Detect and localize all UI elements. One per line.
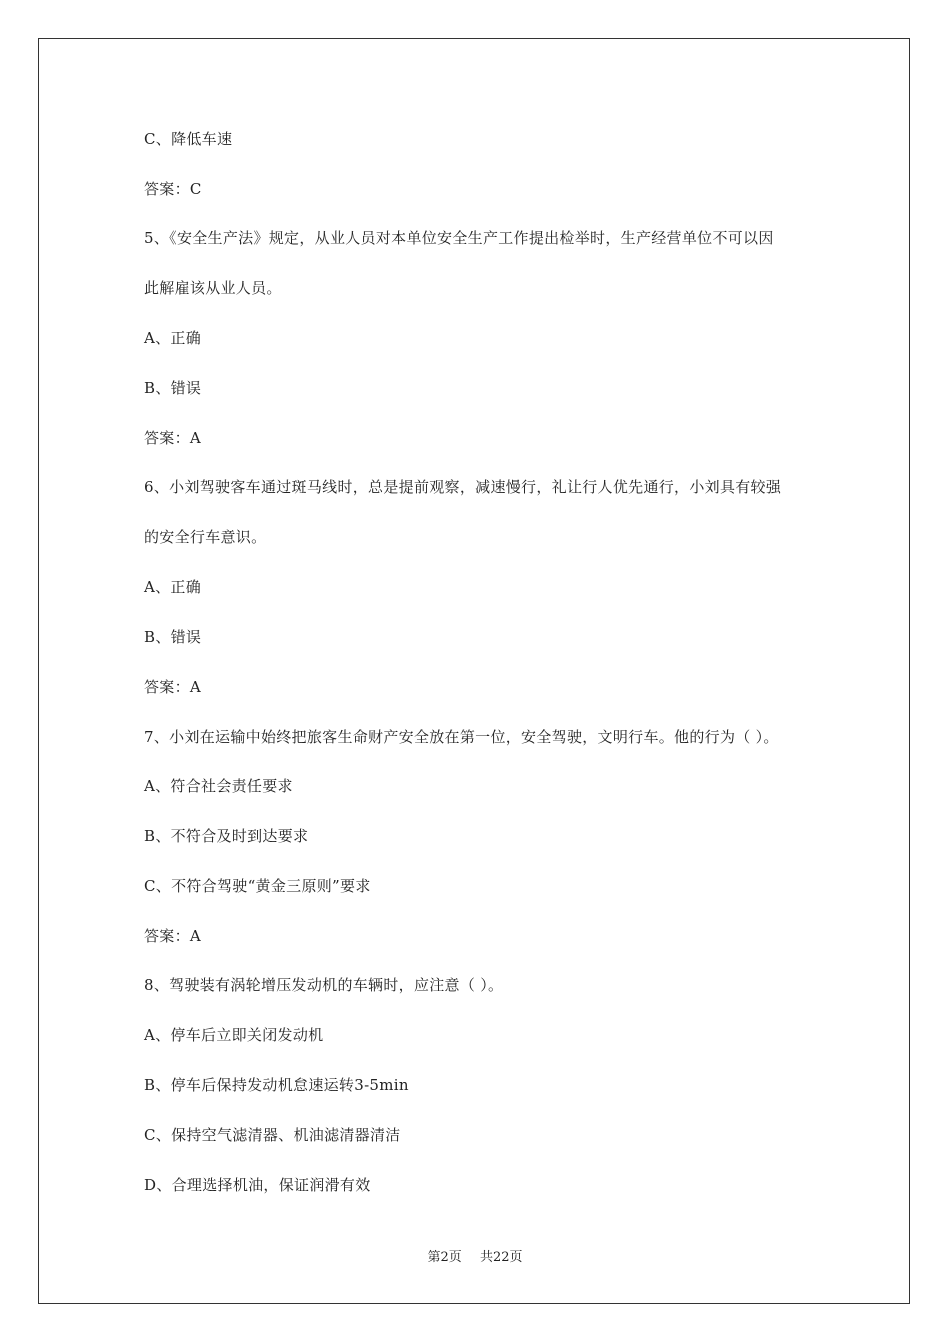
question-8: 8、驾驶装有涡轮增压发动机的车辆时，应注意（ ）。 — [144, 976, 504, 994]
option-a: A、正确 — [144, 578, 202, 596]
question-6-cont: 的安全行车意识。 — [144, 528, 267, 546]
option-c: C、不符合驾驶“黄金三原则”要求 — [144, 877, 371, 895]
question-5-cont: 此解雇该从业人员。 — [144, 279, 282, 297]
option-b: B、错误 — [144, 379, 202, 397]
answer: 答案：A — [144, 678, 202, 696]
option-c: C、降低车速 — [144, 130, 233, 148]
option-a: A、停车后立即关闭发动机 — [144, 1026, 324, 1044]
page-total: 共22页 — [479, 1250, 523, 1265]
page-number: 第2页 — [427, 1250, 462, 1265]
answer: 答案：A — [144, 927, 202, 945]
option-c: C、保持空气滤清器、机油滤清器清洁 — [144, 1126, 401, 1144]
option-d: D、合理选择机油，保证润滑有效 — [144, 1176, 371, 1194]
answer: 答案：C — [144, 180, 202, 198]
answer: 答案：A — [144, 429, 202, 447]
question-5: 5、《安全生产法》规定，从业人员对本单位安全生产工作提出检举时，生产经营单位不可以因 — [144, 229, 774, 247]
option-a: A、符合社会责任要求 — [144, 777, 293, 795]
option-a: A、正确 — [144, 329, 202, 347]
option-b: B、错误 — [144, 628, 202, 646]
question-6: 6、小刘驾驶客车通过斑马线时，总是提前观察，减速慢行，礼让行人优先通行，小刘具有较强 — [144, 478, 782, 496]
page-footer — [0, 1249, 950, 1267]
question-7: 7、小刘在运输中始终把旅客生命财产安全放在第一位，安全驾驶，文明行车。他的行为（ ）。 — [144, 728, 779, 746]
option-b: B、不符合及时到达要求 — [144, 827, 309, 845]
option-b: B、停车后保持发动机怠速运转3-5min — [144, 1076, 409, 1094]
